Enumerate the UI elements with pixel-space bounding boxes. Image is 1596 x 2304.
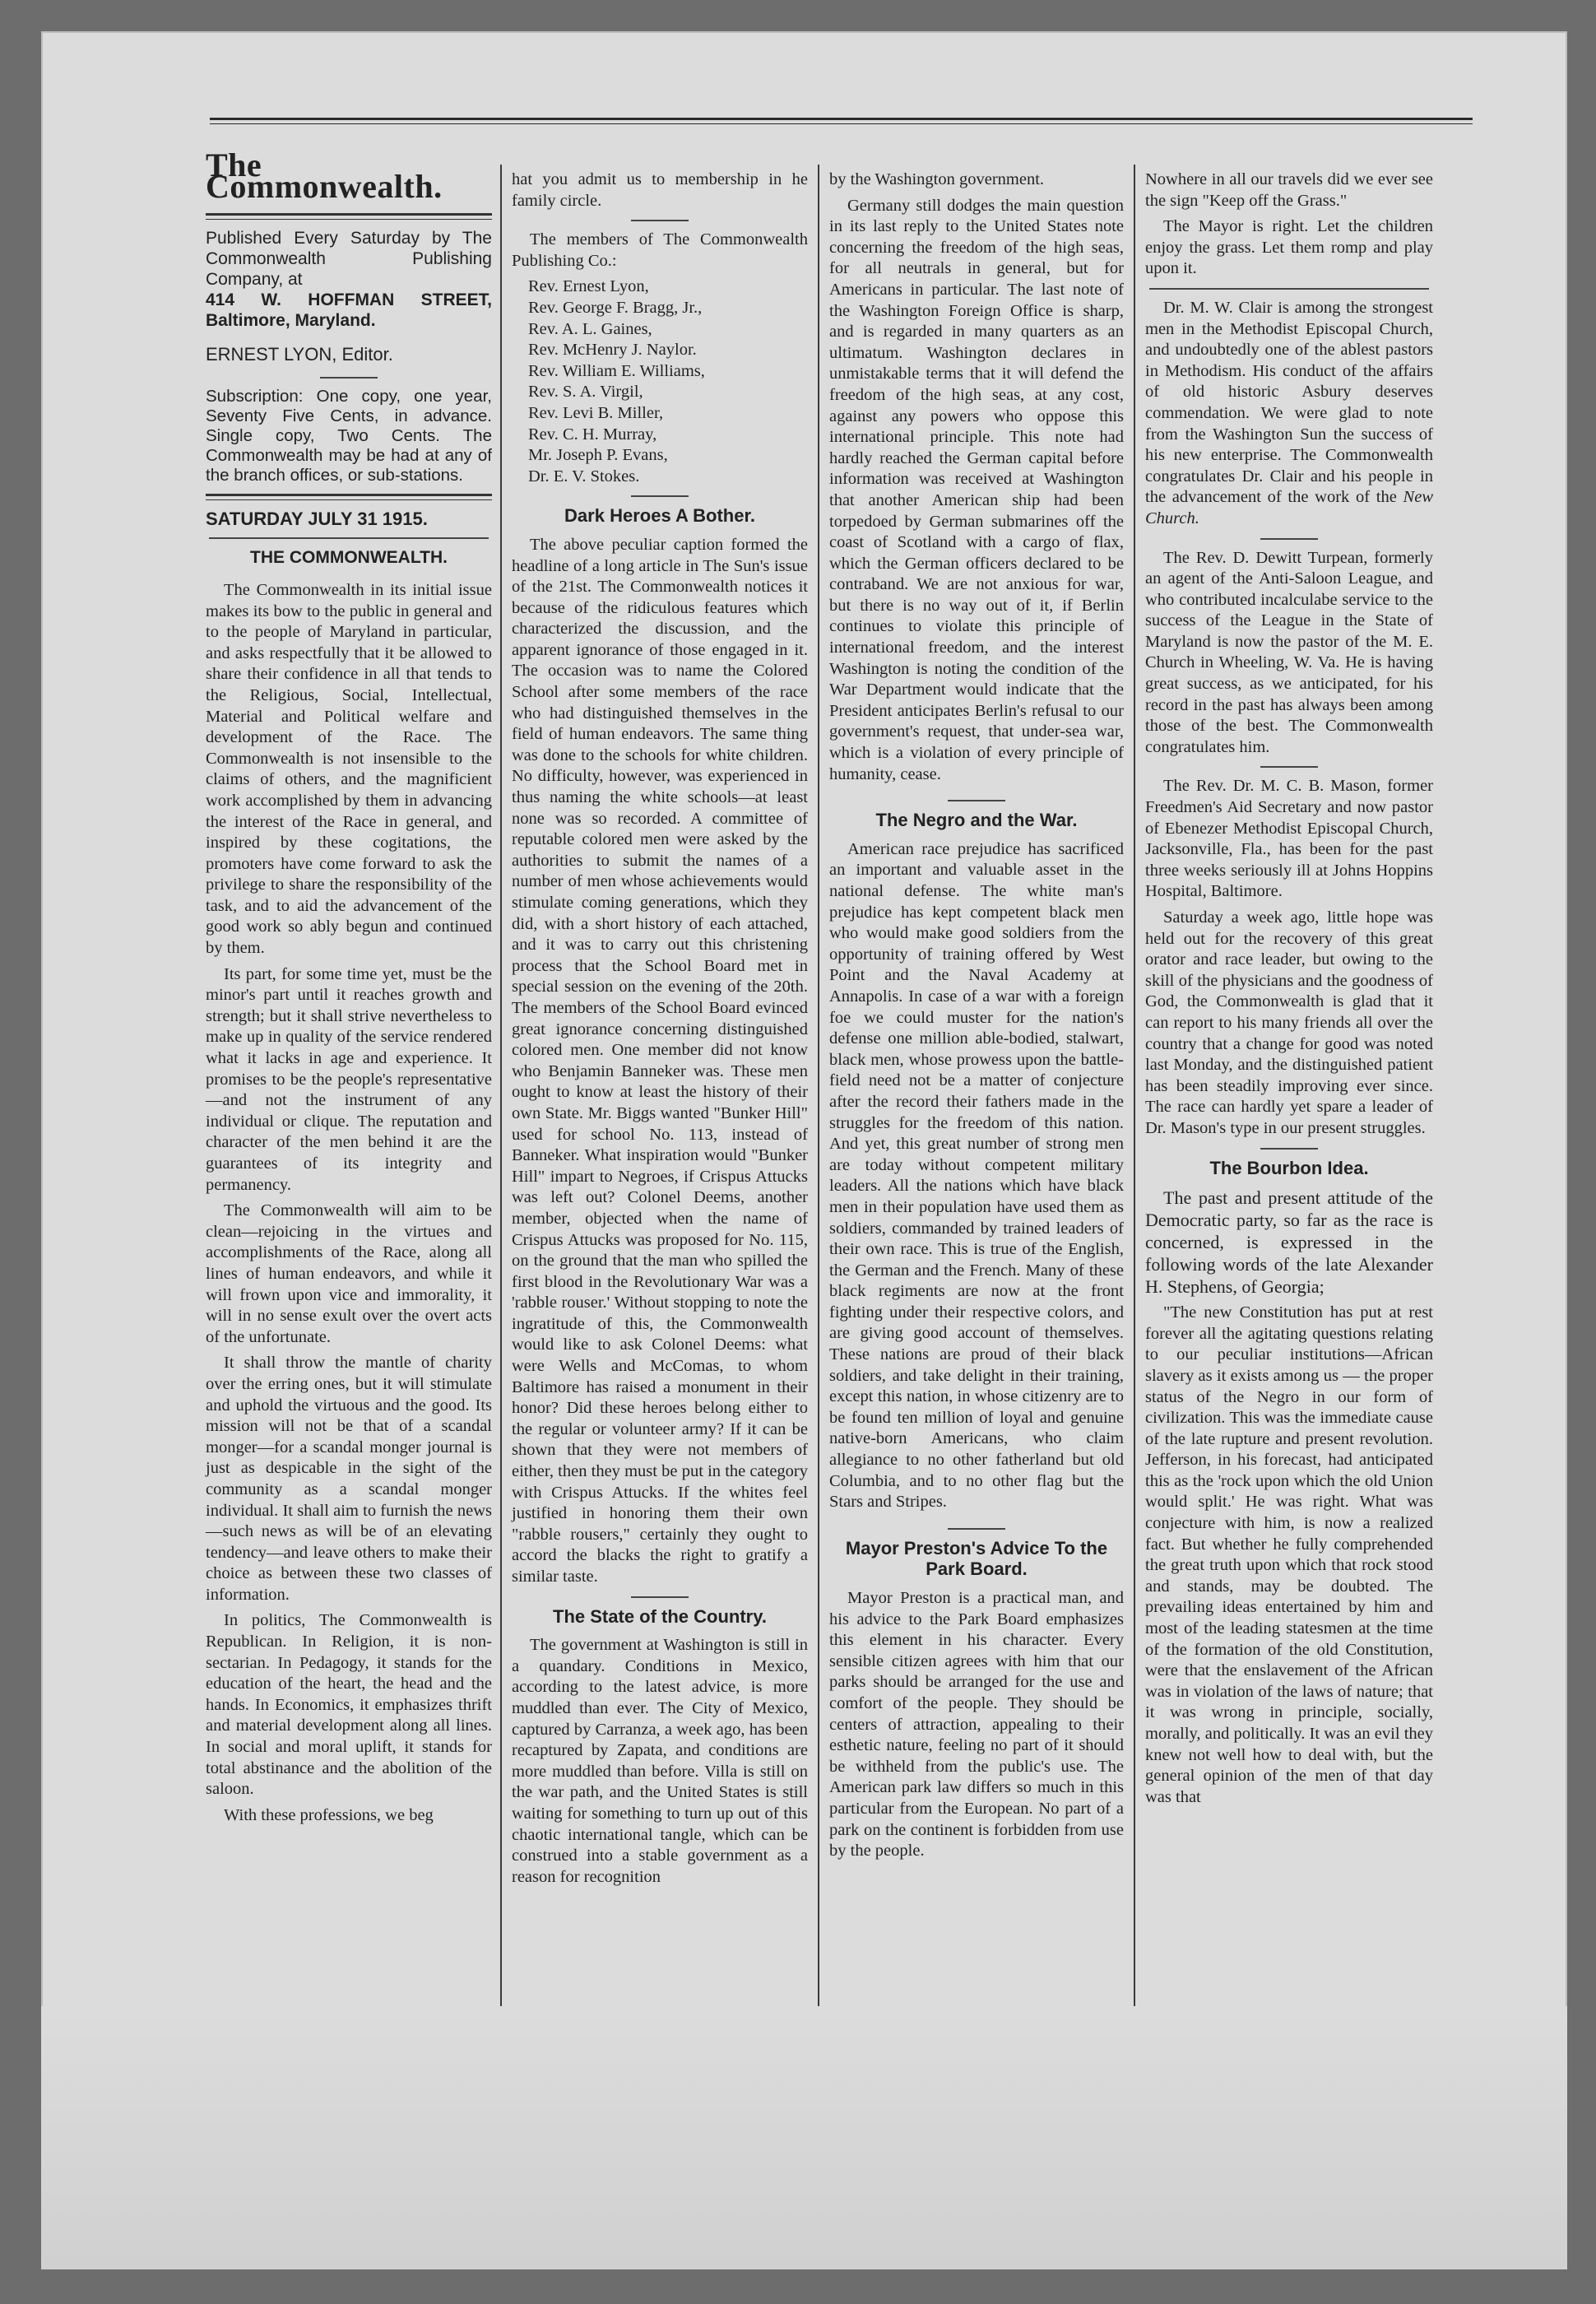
member-name: Rev. George F. Bragg, Jr., <box>528 298 703 317</box>
member-name: Mr. Joseph P. Evans, <box>528 446 668 465</box>
member-name: Rev. McHenry J. Naylor. <box>528 341 697 360</box>
article-heading: Dark Heroes A Bother. <box>564 505 755 527</box>
article-paragraph: "The new Constitution has put at rest forever all the agitating questions relating to our peculiar institutions—African slavery as it exists among us — the proper status of the Negro in our form of civilization. This was the immediate cause of the late rupture and present revolution. Jefferson, in his forecast, had anticipated this as the 'rock upon which the old Union would split.' He was right. What was conjecture with him, is now a realized fact. But whether he fully comprehended the great truth upon which that rock stood and stands, may be doubted. The prevailing ideas entertained by him and most of the leading statesmen at the time of the formation of the old Constitution, were that the enslavement of the African was in violation of the laws of nature; that it was wrong in principle, socially, morally, and politically. It was an evil they knew not well how to deal with, but the general opinion of the men of that day was that <box>1145 1303 1433 1806</box>
member-name: Rev. S. A. Virgil, <box>528 383 643 402</box>
member-name: Dr. E. V. Stokes. <box>528 467 640 485</box>
article-paragraph: It shall throw the mantle of charity over the erring ones, but it will stimulate and uphold the virtuous and the good. Its mission will not be that of a scandal monger—for a scandal monger journal is just as despicable in the sight of the community as a scandal monger individual. It shall aim to furnish the news—such news as will be of an elevating tendency—and leave others to make their choice as between these two classes of information. <box>206 1354 492 1604</box>
article-paragraph: The past and present attitude of the Democratic party, so far as the race is concerned, is expressed in the following words of the late Alexander H. Stephens, of Georgia; <box>1145 1187 1433 1298</box>
separator <box>631 220 689 221</box>
address: 414 W. HOFFMAN STREET, Baltimore, Maryland. <box>206 290 492 331</box>
separator <box>948 1528 1005 1530</box>
article-text-italic: New Church. <box>1145 488 1433 527</box>
masthead-title: The Commonwealth. <box>206 146 443 205</box>
article-paragraph: The government at Washington is still in a quandary. Conditions in Mexico, according to the latest advice, is more muddled than ever. The City of Mexico, captured by Carranza, a week ago, has been recaptured by Zapata, and conditions are more muddled than before. Villa is still on the war path, and the United States is still waiting for something to turn up out of this chaotic international tangle, which can be construed into a stable government as a reason for recognition <box>512 1636 808 1886</box>
separator <box>631 1596 689 1598</box>
date-rule <box>206 494 492 500</box>
newspaper-page <box>41 31 1567 2269</box>
members-intro: The members of The Commonwealth Publishing Co.: <box>512 230 808 270</box>
member-name: Rev. Ernest Lyon, <box>528 277 649 296</box>
member-name: Rev. A. L. Gaines, <box>528 319 652 338</box>
masthead-rule <box>206 213 492 220</box>
top-rule <box>210 118 1473 120</box>
article-heading: Mayor Preston's Advice To the Park Board. <box>845 1537 1108 1580</box>
article-paragraph: Saturday a week ago, little hope was held out for the recovery of this great orator and race leader, but owing to the skill of the physicians and the goodness of God, the Commonwealth is glad that it can report to his many friends all over the country that a change for good was noted last Monday, and the distinguished patient has been steadily improving ever since. The race can hardly yet spare a leader of Dr. Mason's type in our present struggles. <box>1145 908 1433 1137</box>
separator <box>1260 1148 1318 1150</box>
separator <box>631 495 689 497</box>
article-heading: The Bourbon Idea. <box>1209 1157 1369 1178</box>
member-name: Rev. C. H. Murray, <box>528 425 657 444</box>
article-text: Dr. M. W. Clair is among the strongest men in the Methodist Episcopal Church, and undoubtedly one of the ablest pastors in Methodism. His conduct of the affairs of old historic Asbury deserves commendation. We were glad to note from the Washington Sun the success of his new enterprise. The Commonwealth congratulates Dr. Clair and his people in the advancement of the work of the <box>1145 298 1433 507</box>
article-paragraph: The Rev. D. Dewitt Turpean, formerly an agent of the Anti-Saloon League, and who contributed incalculabe service to the success of the League in the State of Maryland is now the pastor of the M. E. Church in Wheeling, W. Va. He is having great success, as we anticipated, for his record in the past has always been among those of the best. The Commonwealth congratulates him. <box>1145 548 1433 756</box>
member-name: Rev. Levi B. Miller, <box>528 403 664 422</box>
separator <box>209 537 489 539</box>
article-paragraph: In politics, The Commonwealth is Republican. In Religion, it is non-sectarian. In Pedagogy, it stands for the education of the heart, the head and the hands. In Economics, it emphasizes thrift and material development along all lines. In social and moral uplift, it stands for total abstinance and the abolition of the saloon. <box>206 1611 492 1799</box>
top-rule-thin <box>210 123 1473 124</box>
article-paragraph <box>1145 298 1433 530</box>
column-divider <box>818 165 819 2061</box>
column-4 <box>1145 170 1433 1813</box>
separator <box>320 377 378 379</box>
article-paragraph: American race prejudice has sacrificed an important and valuable asset in the national defense. The white man's prejudice has kept competent black men who would make good soldiers from the opportunity of training offered by West Point and the Naval Academy at Annapolis. In case of a war with a foreign foe we could muster for the nation's defense one million able-bodied, stalwart, black men, whose prowess upon the battle-field need not be a matter of conjecture after the record their fathers made in the struggles for the freedom of this nation. And yet, this great number of strong men are today without competent military leaders. All the nations which have black men in their population have used them as soldiers, commanded by trained leaders of their own race. This is true of the English, the German and the French. Many of these black regiments are now at the front fighting under their respective colors, and are giving good account of themselves. These nations are proud of their black soldiers, and take delight in their training, except this nation, in whose citizenry are to be found ten million of loyal and genuine native-born Americans, who claim allegiance to no other fatherland but old Columbia, and to no other flag but the Stars and Stripes. <box>829 839 1124 1512</box>
article-paragraph: The Rev. Dr. M. C. B. Mason, former Freedmen's Aid Secretary and now pastor of Ebenezer Methodist Episcopal Church, Jacksonville, Fla., has been for the past three weeks seriously ill at Johns Hoppins Hospital, Baltimore. <box>1145 777 1433 901</box>
article-paragraph: Its part, for some time yet, must be the minor's part until it reaches growth and strength; but it shall strive nevertheless to make up in quality of the service rendered what it lacks in age and experience. It promises to be the people's representative—and not the instrument of any individual or clique. The reputation and character of the men behind it are the guarantees of its integrity and permanency. <box>206 964 492 1194</box>
column-1 <box>206 140 492 1831</box>
article-paragraph: The Mayor is right. Let the children enjoy the grass. Let them romp and play upon it. <box>1145 217 1433 278</box>
article-heading: The Negro and the War. <box>875 810 1078 831</box>
article-paragraph: With these professions, we beg <box>224 1805 434 1824</box>
column-divider <box>1134 165 1135 2061</box>
column-divider <box>500 165 502 2061</box>
article-heading: THE COMMONWEALTH. <box>250 548 448 568</box>
members-list <box>512 276 808 487</box>
column-3 <box>829 170 1124 1867</box>
article-paragraph: The Commonwealth in its initial issue makes its bow to the public in general and to the people of Maryland in particular, and asks respectfully that it be allowed to share their confidence in all that tends to the Religious, Social, Intellectual, Material and Political welfare and development of the Race. The Commonwealth is not insensible to the claims of others, and the magnificient work accomplished by them in advancing the interest of the Race in general, and inspired by these cogitations, the promoters have come forward to ask the privilege to share the responsibility of the task, and to aid the advancement of the good work so ably begun and continued by them. <box>206 580 492 958</box>
separator <box>1149 288 1429 290</box>
issue-date: SATURDAY JULY 31 1915. <box>206 508 428 529</box>
separator <box>1260 766 1318 768</box>
column-2 <box>512 170 808 1893</box>
article-paragraph: Mayor Preston is a practical man, and his advice to the Park Board emphasizes this element in his character. Every sensible citizen agrees with him that our parks should be arranged for the use and comfort of the people. They should be centers of attraction, appealing to their esthetic nature, feeling no part of it should be withheld from the public's use. The American park law differs so much in this particular from the European. No part of a park on the continent is forbidden from use by the people. <box>829 1589 1124 1860</box>
article-paragraph: by the Washington government. <box>829 170 1045 188</box>
separator <box>1260 538 1318 540</box>
member-name: Rev. William E. Williams, <box>528 361 705 380</box>
editor-line: ERNEST LYON, Editor. <box>206 344 393 365</box>
article-paragraph: hat you admit us to membership in he family circle. <box>512 170 808 210</box>
subscription-info: Subscription: One copy, one year, Seventy Five Cents, in advance. Single copy, Two Cents. The Commonwealth may be had at any of the branch offices, or sub-stations. <box>206 386 492 485</box>
publisher-line: Published Every Saturday by The Commonwealth Publishing Company, at <box>206 229 492 290</box>
article-heading: The State of the Country. <box>553 1605 767 1627</box>
article-paragraph: The above peculiar caption formed the headline of a long article in The Sun's issue of the 21st. The Commonwealth notices it because of the ridiculous features which characterized the discussion, and the apparent ignorance of those engaged in it. The occasion was to name the Colored School after some members of the race who had distinguished themselves in the field of human endeavors. The same thing was done to the schools for white children. No difficulty, however, was experienced in thus naming the white schools—at least none was so recorded. A committee of reputable colored men were asked by the authorities to submit the names of a number of men whose achievements would stimulate coming generations, which they did, with a short history of each attached, and it was to carry out this christening process that the School Board met in special session on the evening of the 20th. The members of the School Board evinced great ignorance concerning distinguished colored men. One member did not know who Benjamin Banneker was. These men ought to know at least the history of their own State. Mr. Biggs wanted "Bunker Hill" used for school No. 113, instead of Banneker. What inspiration would "Bunker Hill" impart to Negroes, if Crispus Attucks was left out? Colonel Deems, another member, objected when the name of Crispus Attucks was proposed for No. 115, on the ground that the man who spilled the first blood in the Revolutionary War was a 'rabble rouser.' Without stopping to note the ingratitude of this, the Commonwealth would like to ask Colonel Deems: what were Wells and McComas, to whom Baltimore has raised a monument in their honor? Did these heroes belong either to the regular or volunteer army? If it can be shown that they were not members of either, then they must be put in the category with Crispus Attucks. If the whites feel justified in honoring them their own "rabble rousers," certainly they ought to accord the blacks the right to gratify a similar taste. <box>512 535 808 1586</box>
separator <box>948 800 1005 801</box>
article-paragraph: Germany still dodges the main question in its last reply to the United States note concerning the freedom of the high seas, for all neutrals in general, but for Americans in particular. The last note of the Washington Foreign Office is sharp, and is regarded in many quarters as an ultimatum. Washington declares in unmistakable terms that it will defend the freedom of the high seas, at any cost, against any powers who oppose this international principle. This note had hardly reached the German capital before information was received at Washington that another American ship had been torpedoed by German submarines off the coast of Scotland with a cargo of flax, which the German officers declared to be contraband. We are not anxious for war, but there is no way out of it, if Berlin continues to violate this principle of international freedom, and the interest Washington is noting the condition of the War Department would indicate that the President anticipates Berlin's refusal to our government's request, that under-sea war, which is a violation of every principle of humanity, cease. <box>829 196 1124 783</box>
article-paragraph: The Commonwealth will aim to be clean—rejoicing in the virtues and accomplishments of the Race, along all lines of human endeavors, and while it will frown upon vice and immorality, it will in no sense exult over the overt acts of the unfortunate. <box>206 1201 492 1346</box>
article-paragraph: Nowhere in all our travels did we ever see the sign "Keep off the Grass." <box>1145 170 1433 210</box>
